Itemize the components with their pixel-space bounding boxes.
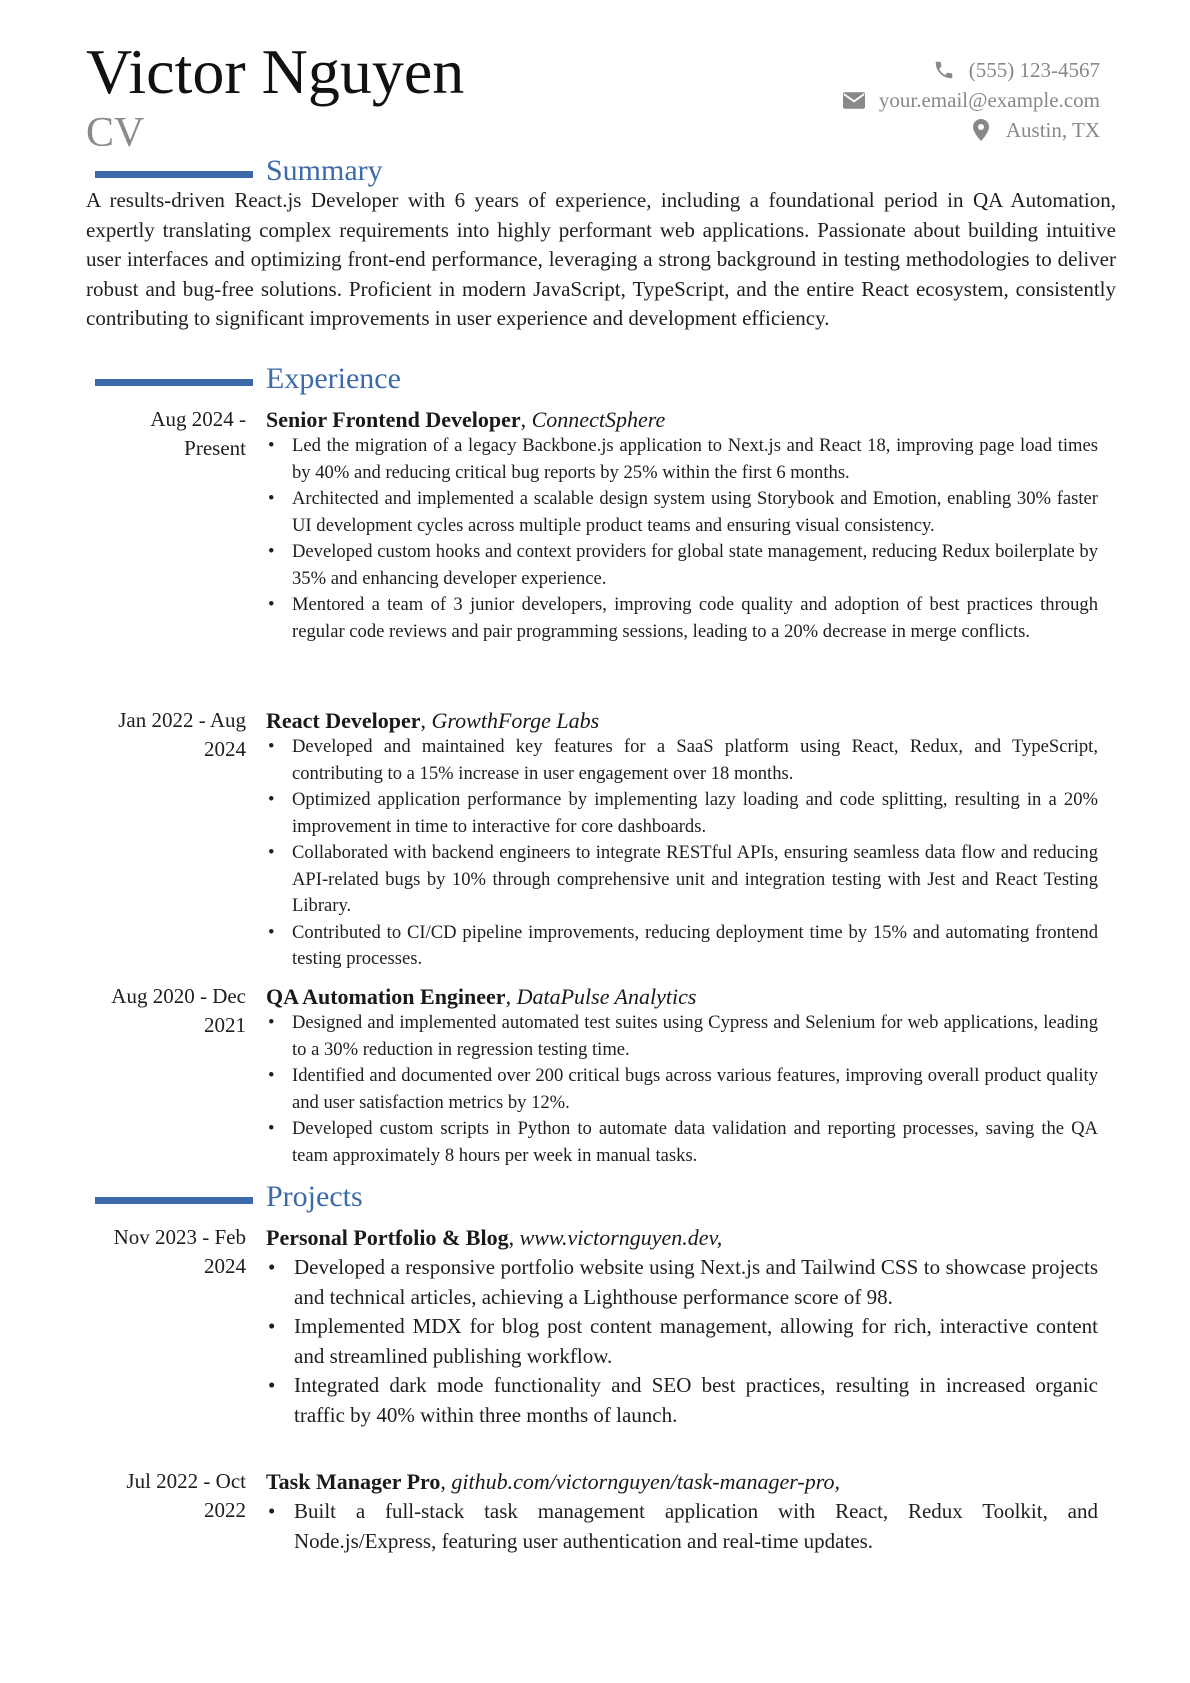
projects-title: Projects [266, 1180, 363, 1213]
contact-phone [700, 55, 1100, 85]
email-link[interactable]: your.email@example.com [878, 87, 1100, 112]
section-accent-bar [95, 1197, 253, 1204]
bullet-item: • Mentored a team of 3 junior developers, improving code quality and adoption of best practices through regular code reviews and pair programming sessions, leading to a 20% decrease in merge conflicts. [266, 592, 1098, 645]
entry-date: Nov 2023 - Feb 2024 [113, 1225, 246, 1278]
entry-date: Jul 2022 - Oct 2022 [126, 1469, 246, 1522]
bullet-item: • Architected and implemented a scalable design system using Storybook and Emotion, enabling 30% faster UI development cycles across multiple product teams and ensuring visual consistency. [266, 486, 1098, 539]
bullet-item: • Designed and implemented automated test suites using Cypress and Selenium for web applications, leading to a 30% reduction in regression testing time. [266, 1010, 1098, 1063]
bullet-item: • Identified and documented over 200 critical bugs across various features, improving overall product quality and user satisfaction metrics by 12%. [266, 1063, 1098, 1116]
experience-heading [0, 364, 1190, 398]
summary-section [0, 156, 1190, 190]
entry-date: Jan 2022 - Aug 2024 [118, 708, 246, 761]
entry-bullets [266, 1010, 1098, 1169]
summary-title: Summary [266, 154, 383, 187]
entry-bullets [266, 1497, 1098, 1556]
bullet-item: • Developed custom scripts in Python to automate data validation and reporting processes, saving the QA team approximately 8 hours per week in manual tasks. [266, 1116, 1098, 1169]
bullet-item: • Collaborated with backend engineers to integrate RESTful APIs, ensuring seamless data flow and reducing API-related bugs by 10% through comprehensive unit and integration testing with Jest and React Testing Library. [266, 840, 1098, 920]
projects-heading [0, 1182, 1190, 1216]
project-link[interactable]: github.com/victornguyen/task-manager-pro, [451, 1469, 840, 1494]
experience-title: Experience [266, 362, 401, 395]
bullet-item: • Built a full-stack task management application with React, Redux Toolkit, and Node.js/Express, featuring user authentication and real-time updates. [266, 1497, 1098, 1556]
contact-email [700, 85, 1100, 115]
entry-organization: ConnectSphere [531, 407, 666, 432]
bullet-item: • Optimized application performance by implementing lazy loading and code splitting, resulting in a 20% improvement in time to interactive for core dashboards. [266, 787, 1098, 840]
contact-block [700, 55, 1100, 145]
experience-section [0, 364, 1190, 398]
contact-location [700, 115, 1100, 145]
projects-section [0, 1182, 1190, 1216]
entry-bullets [266, 433, 1098, 645]
bullet-item: • Contributed to CI/CD pipeline improvements, reducing deployment time by 15% and automating frontend testing processes. [266, 920, 1098, 973]
entry-heading: Task Manager Pro, github.com/victornguyen/task-manager-pro, [266, 1469, 840, 1494]
project-name: Personal Portfolio & Blog [266, 1225, 509, 1250]
bullet-item: • Developed custom hooks and context providers for global state management, reducing Redux boilerplate by 35% and enhancing developer experience. [266, 539, 1098, 592]
entry-role: QA Automation Engineer [266, 984, 506, 1009]
entry-heading: Senior Frontend Developer, ConnectSphere [266, 407, 666, 432]
entry-organization: DataPulse Analytics [516, 984, 697, 1009]
project-link[interactable]: www.victornguyen.dev, [519, 1225, 723, 1250]
phone-icon [931, 59, 957, 81]
entry-heading: Personal Portfolio & Blog, www.victornguyen.dev, [266, 1225, 723, 1250]
entry-role: Senior Frontend Developer [266, 407, 521, 432]
entry-organization: GrowthForge Labs [431, 708, 600, 733]
phone-text[interactable]: (555) 123-4567 [968, 57, 1100, 82]
bullet-item: • Developed a responsive portfolio website using Next.js and Tailwind CSS to showcase projects and technical articles, achieving a Lighthouse performance score of 98. [266, 1253, 1098, 1312]
entry-heading: React Developer, GrowthForge Labs [266, 708, 600, 733]
entry-date: Aug 2024 - Present [150, 407, 246, 460]
entry-bullets [266, 1253, 1098, 1430]
bullet-item: • Implemented MDX for blog post content management, allowing for rich, interactive content and streamlined publishing workflow. [266, 1312, 1098, 1371]
location-text: Austin, TX [1005, 117, 1100, 142]
summary-heading [0, 156, 1190, 190]
project-name: Task Manager Pro [266, 1469, 441, 1494]
section-accent-bar [95, 379, 253, 386]
document-subtitle: CV [86, 110, 145, 156]
entry-heading: QA Automation Engineer, DataPulse Analytics [266, 984, 697, 1009]
section-accent-bar [95, 171, 253, 178]
summary-text: A results-driven React.js Developer with 6 years of experience, including a foundational period in QA Automation, expertly translating complex requirements into highly performant web applications. Passionate about building intuitive user interfaces and optimizing front-end performance, leveraging a strong background in testing methodologies to deliver robust and bug-free solutions. Proficient in modern JavaScript, TypeScript, and the entire React ecosystem, consistently contributing to significant improvements in user experience and development efficiency. [86, 188, 1116, 330]
map-pin-icon [968, 119, 994, 141]
bullet-item: • Developed and maintained key features for a SaaS platform using React, Redux, and TypeScript, contributing to a 15% increase in user engagement over 18 months. [266, 734, 1098, 787]
entry-date: Aug 2020 - Dec 2021 [111, 984, 246, 1037]
envelope-icon [841, 89, 867, 111]
entry-bullets [266, 734, 1098, 973]
bullet-item: • Led the migration of a legacy Backbone.js application to Next.js and React 18, improving page load times by 40% and reducing critical bug reports by 25% within the first 6 months. [266, 433, 1098, 486]
entry-role: React Developer [266, 708, 421, 733]
bullet-item: • Integrated dark mode functionality and SEO best practices, resulting in increased organic traffic by 40% within three months of launch. [266, 1371, 1098, 1430]
candidate-name: Victor Nguyen [86, 36, 465, 107]
